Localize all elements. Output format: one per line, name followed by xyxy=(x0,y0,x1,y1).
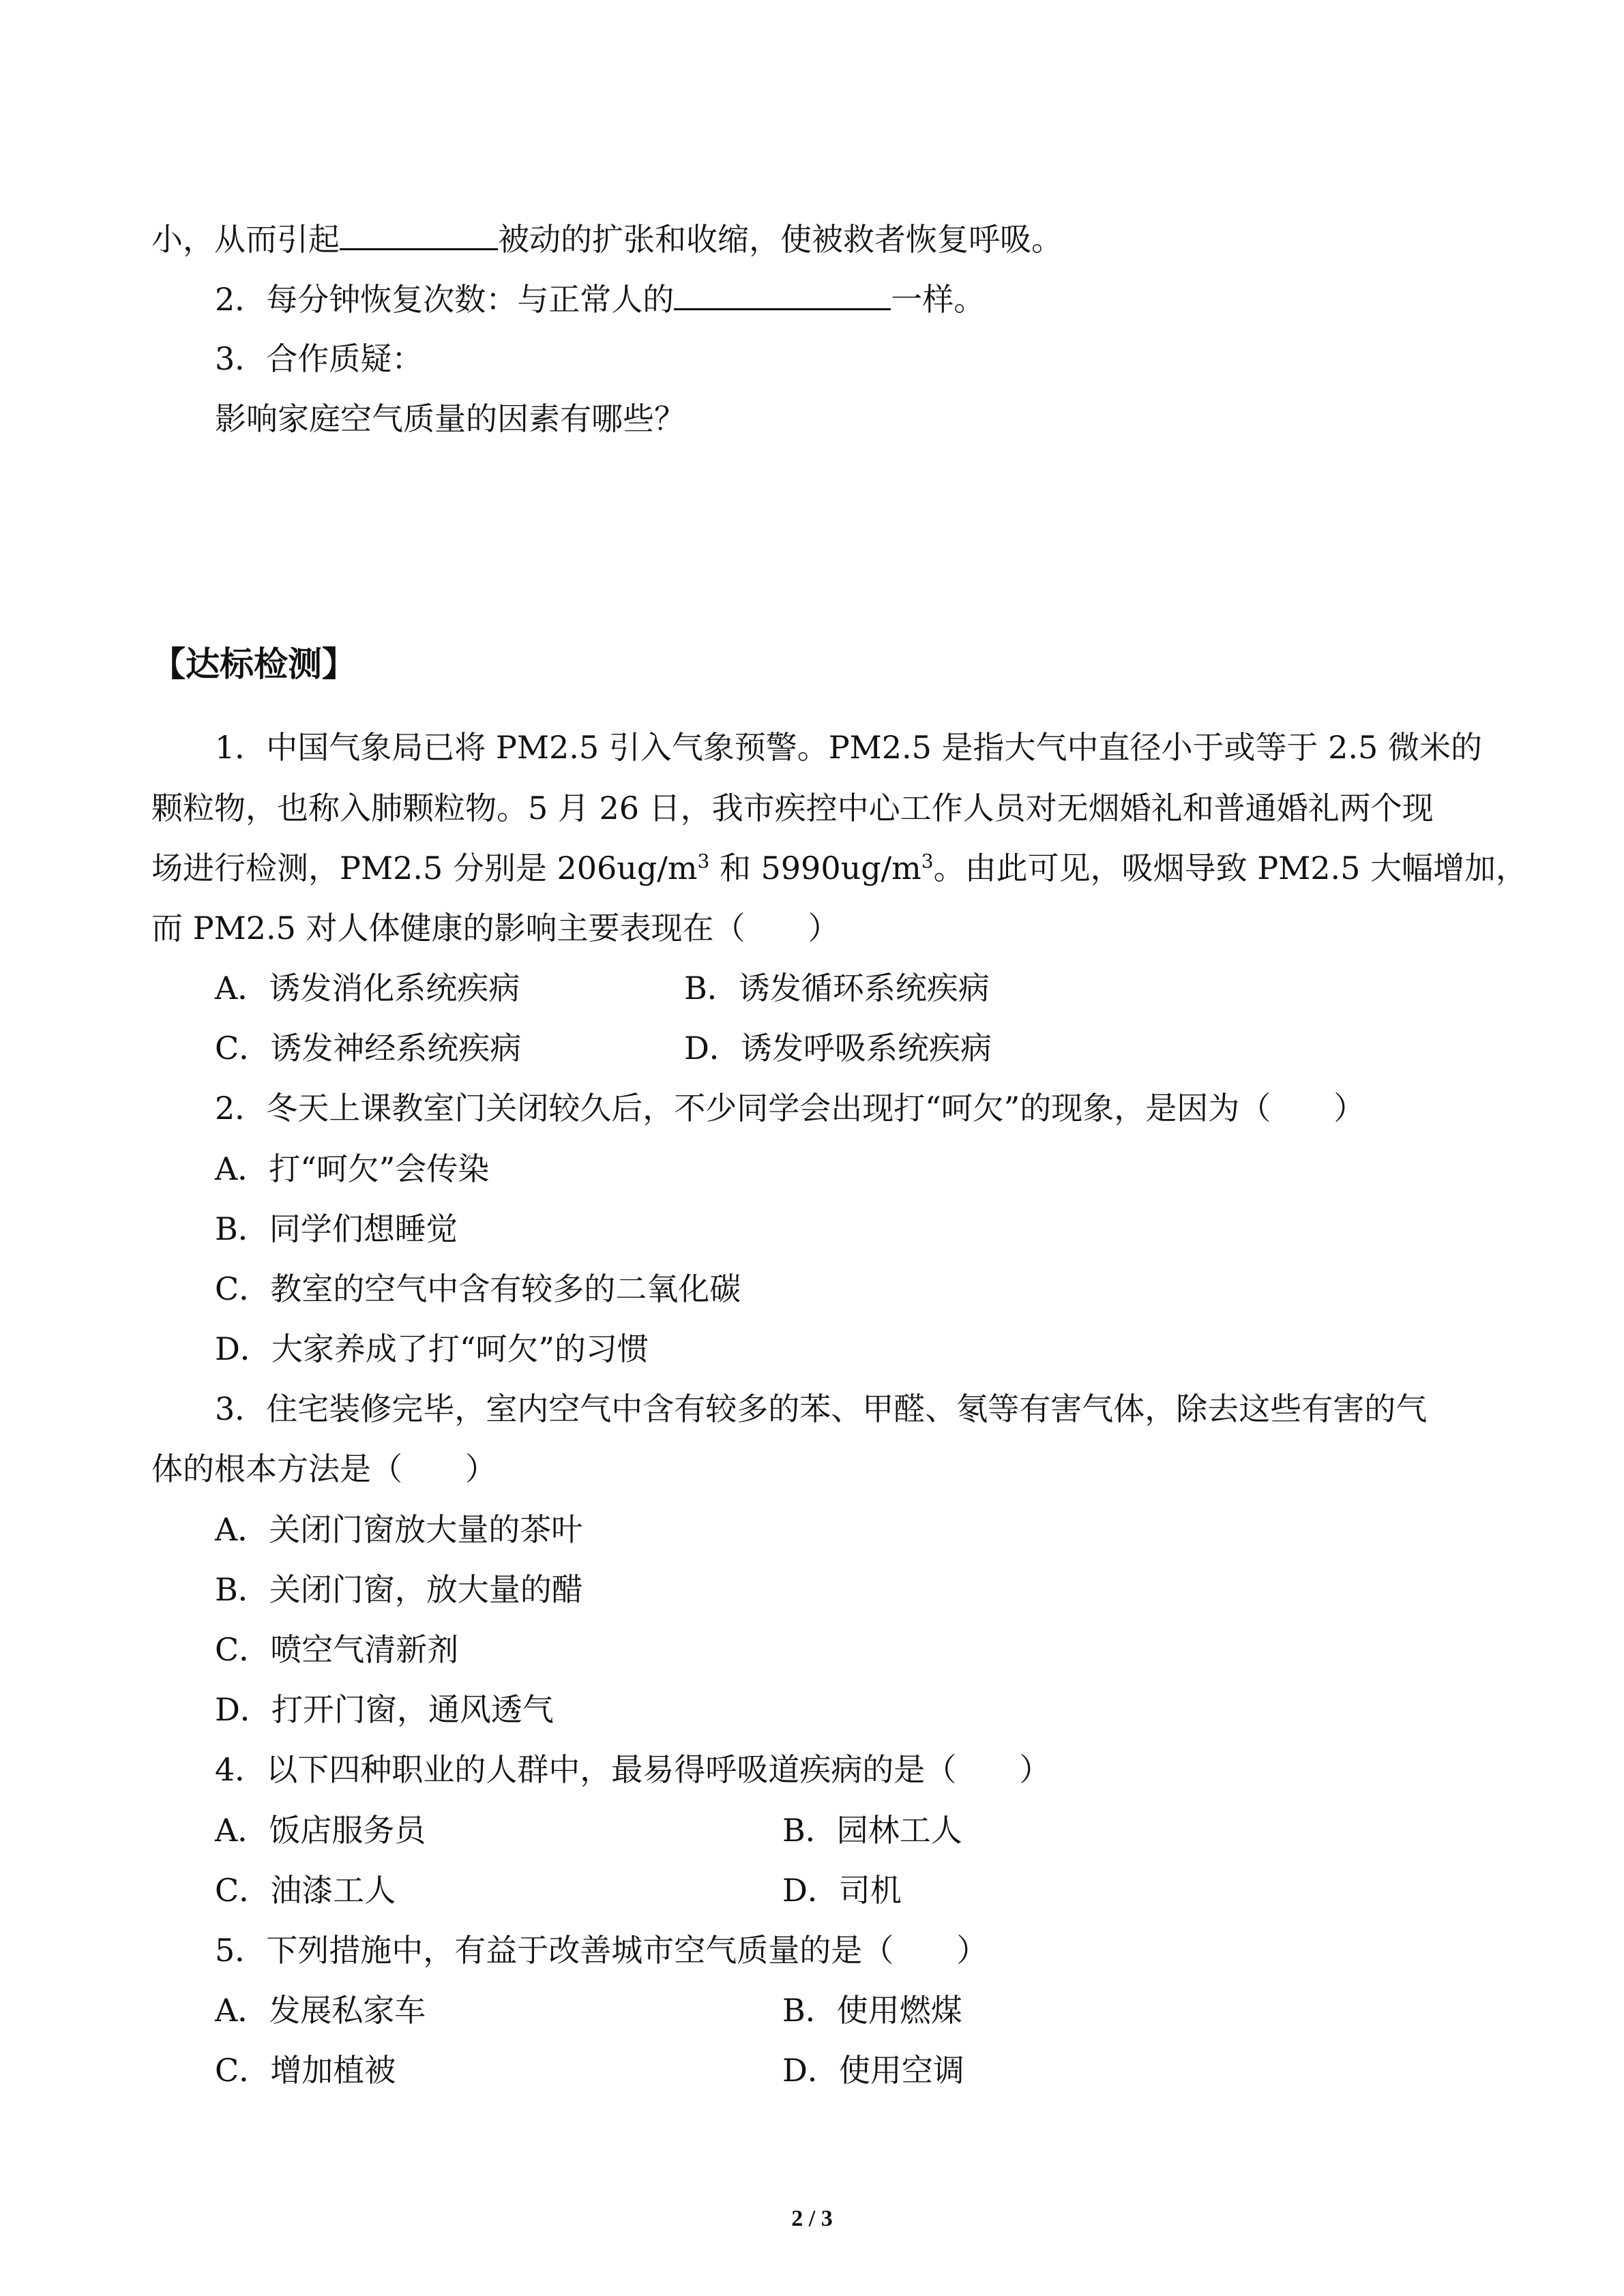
q3-option-d: D．打开门窗，通风透气 xyxy=(215,1691,554,1728)
q1-option-c: C．诱发神经系统疾病 xyxy=(215,1030,522,1067)
continuation-line-1 xyxy=(151,218,1063,260)
q5-option-b: B．使用燃煤 xyxy=(782,1992,962,2029)
answer-blank xyxy=(340,218,498,250)
q2-option-a: A．打“呵欠”会传染 xyxy=(215,1150,490,1187)
q1-line-2: 颗粒物，也称入肺颗粒物。5 月 26 日，我市疾控中心工作人员对无烟婚礼和普通婚礼两个现 xyxy=(151,790,1434,826)
q2-stem: 2．冬天上课教室门关闭较久后，不少同学会出现打“呵欠”的现象，是因为（ ） xyxy=(215,1090,1365,1127)
q4-option-a: A．饭店服务员 xyxy=(215,1812,426,1849)
q1-option-b: B．诱发循环系统疾病 xyxy=(684,970,990,1007)
q3-line-1: 3．住宅装修完毕，室内空气中含有较多的苯、甲醛、氡等有害气体，除去这些有害的气 xyxy=(215,1390,1428,1427)
q5-option-d: D．使用空调 xyxy=(782,2052,964,2089)
text: 被动的扩张和收缩，使被救者恢复呼吸。 xyxy=(498,221,1063,258)
q1-line-4: 而 PM2.5 对人体健康的影响主要表现在（ ） xyxy=(151,910,840,946)
q4-option-d: D．司机 xyxy=(782,1872,902,1909)
superscript: 3 xyxy=(921,850,934,873)
section-title: 【达标检测】 xyxy=(151,644,356,684)
text: 小，从而引起 xyxy=(151,221,340,258)
answer-blank xyxy=(674,278,891,310)
q2-option-d: D．大家养成了打“呵欠”的习惯 xyxy=(215,1330,649,1367)
q1-line-3 xyxy=(151,848,1527,889)
text: 和 5990ug/m xyxy=(709,850,921,886)
page-number: 2 / 3 xyxy=(791,2206,833,2231)
q4-option-c: C．油漆工人 xyxy=(215,1872,396,1909)
superscript: 3 xyxy=(697,850,710,873)
text: 。由此可见，吸烟导致 PM2.5 大幅增加， xyxy=(933,850,1528,886)
q2-option-c: C．教室的空气中含有较多的二氧化碳 xyxy=(215,1270,741,1307)
q3-option-a: A．关闭门窗放大量的茶叶 xyxy=(215,1511,583,1548)
q1-option-d: D．诱发呼吸系统疾病 xyxy=(684,1030,992,1067)
q5-stem: 5．下列措施中，有益于改善城市空气质量的是（ ） xyxy=(215,1932,988,1969)
q2-option-b: B．同学们想睡觉 xyxy=(215,1210,458,1247)
q5-option-c: C．增加植被 xyxy=(215,2052,396,2089)
text: 一样。 xyxy=(891,281,986,318)
q5-option-a: A．发展私家车 xyxy=(215,1992,426,2029)
continuation-line-2 xyxy=(215,278,985,320)
q3-line-2: 体的根本方法是（ ） xyxy=(151,1450,497,1487)
q1-option-a: A．诱发消化系统疾病 xyxy=(215,970,520,1007)
text: 场进行检测，PM2.5 分别是 206ug/m xyxy=(151,850,698,886)
q4-stem: 4．以下四种职业的人群中，最易得呼吸道疾病的是（ ） xyxy=(215,1751,1051,1788)
continuation-line-3: 3．合作质疑： xyxy=(215,340,424,377)
continuation-line-4: 影响家庭空气质量的因素有哪些？ xyxy=(215,400,685,437)
q1-line-1: 1．中国气象局已将 PM2.5 引入气象预警。PM2.5 是指大气中直径小于或等于 2.5 微米的 xyxy=(215,729,1482,766)
q4-option-b: B．园林工人 xyxy=(782,1812,962,1849)
text: 2．每分钟恢复次数：与正常人的 xyxy=(215,281,675,318)
q3-option-b: B．关闭门窗，放大量的醋 xyxy=(215,1571,583,1608)
q3-option-c: C．喷空气清新剂 xyxy=(215,1631,459,1668)
